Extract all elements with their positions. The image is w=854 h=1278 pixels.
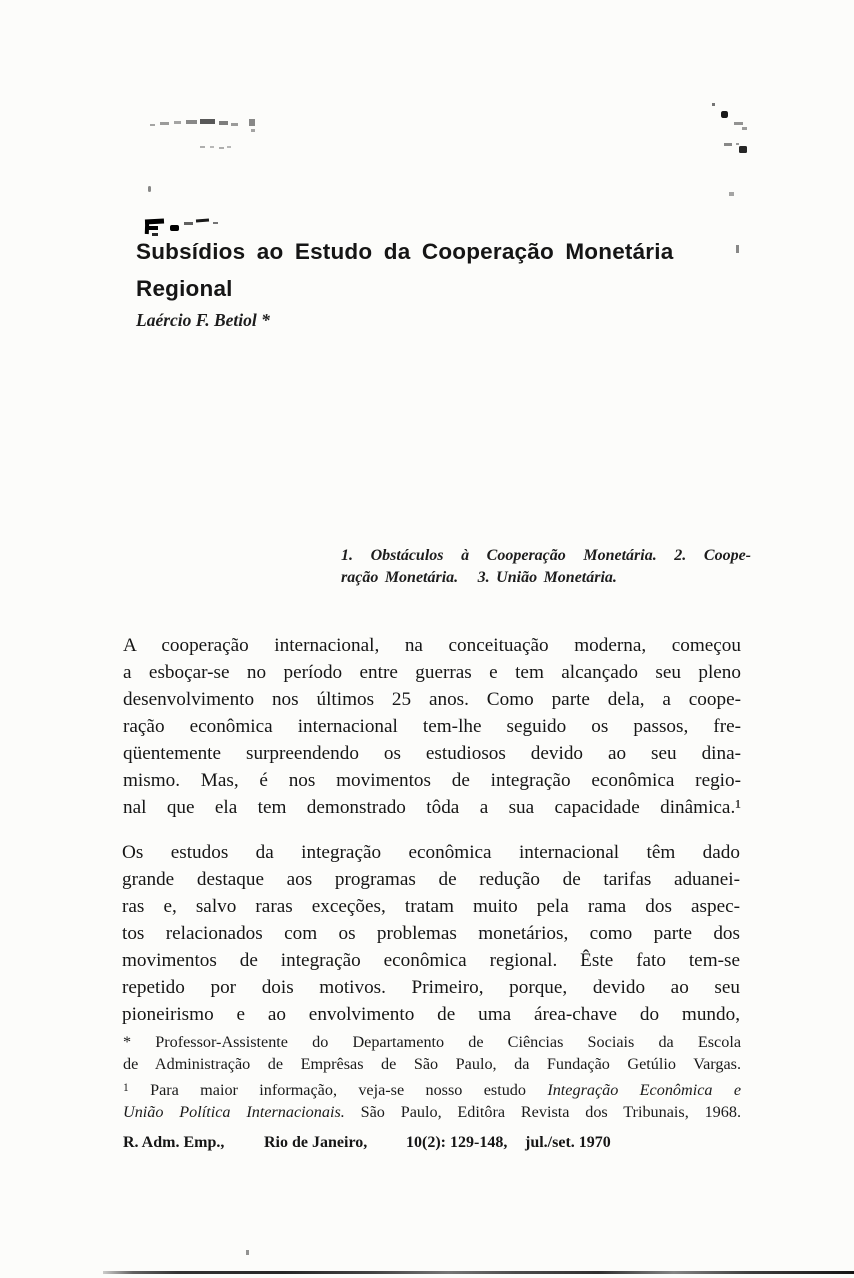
- body-line: tos relacionados com os problemas monetários, como parte dos: [122, 923, 740, 944]
- journal-footer: [123, 1134, 741, 1158]
- article-header: [136, 233, 776, 331]
- footer-issue-pages: 10(2): 129-148,: [406, 1134, 508, 1151]
- footnotes: [123, 1032, 741, 1123]
- footnote-star-marker: *: [123, 1033, 132, 1051]
- footnote-text: de Administração de Emprêsas de São Paulo, da Fundação Getúlio Vargas.: [123, 1054, 741, 1073]
- footnote-1: [123, 1078, 741, 1123]
- body-line: desenvolvimento nos últimos 25 anos. Como parte dela, a coope-: [123, 689, 741, 710]
- footnote-text: São Paulo, Editôra Revista dos Tribunais, 1968.: [360, 1102, 741, 1121]
- footer-date: jul./set. 1970: [525, 1134, 611, 1151]
- footnote-text-italic: Integração Econômica e: [547, 1081, 741, 1099]
- footnote-text-italic: União Política Internacionais.: [123, 1102, 345, 1121]
- body-line: ração econômica internacional tem-lhe seguido os passos, fre-: [123, 716, 741, 737]
- body-line: grande destaque aos programas de redução de tarifas aduanei-: [122, 869, 740, 890]
- footnote-text: Para maior informação, veja-se nosso estudo: [150, 1081, 526, 1099]
- body-line: repetido por dois motivos. Primeiro, porque, devido ao seu: [122, 977, 740, 998]
- article-title-line1: Subsídios ao Estudo da Cooperação Monetária: [136, 239, 674, 264]
- epigraph: [341, 545, 751, 589]
- epigraph-line2: ração Monetária. 3. União Monetária.: [341, 569, 617, 586]
- body-line: pioneirismo e ao envolvimento de uma área-chave do mundo,: [122, 1004, 740, 1025]
- scan-line-bottom: [103, 1271, 854, 1274]
- body-line: a esboçar-se no período entre guerras e tem alcançado seu pleno: [123, 662, 741, 683]
- footnote-star: [123, 1032, 741, 1075]
- footer-city: Rio de Janeiro,: [264, 1134, 368, 1151]
- scan-speck: [246, 1250, 249, 1255]
- body-line: ras e, salvo raras exceções, tratam muito pela rama dos aspec-: [122, 896, 740, 917]
- paragraph-2: [122, 839, 740, 1028]
- article-title-line2: Regional: [136, 276, 233, 301]
- body-line: Os estudos da integração econômica internacional têm dado: [122, 842, 740, 863]
- body-line: qüentemente surpreendendo os estudiosos devido ao seu dina-: [123, 743, 741, 764]
- footnote-1-marker: 1: [123, 1082, 129, 1094]
- body-line: movimentos de integração econômica regional. Êste fato tem-se: [122, 950, 740, 971]
- epigraph-line1: 1. Obstáculos à Cooperação Monetária. 2. Coope-: [341, 547, 751, 564]
- paragraph-1: [123, 632, 741, 821]
- footnote-text: Professor-Assistente do Departamento de Ciências Sociais da Escola: [155, 1033, 741, 1051]
- body-line: mismo. Mas, é nos movimentos de integração econômica regio-: [123, 770, 741, 791]
- body-line: A cooperação internacional, na conceituação moderna, começou: [123, 635, 741, 656]
- body-line: nal que ela tem demonstrado tôda a sua capacidade dinâmica.¹: [123, 797, 741, 818]
- article-author: Laércio F. Betiol *: [136, 310, 270, 330]
- footer-journal-abbrev: R. Adm. Emp.,: [123, 1134, 225, 1151]
